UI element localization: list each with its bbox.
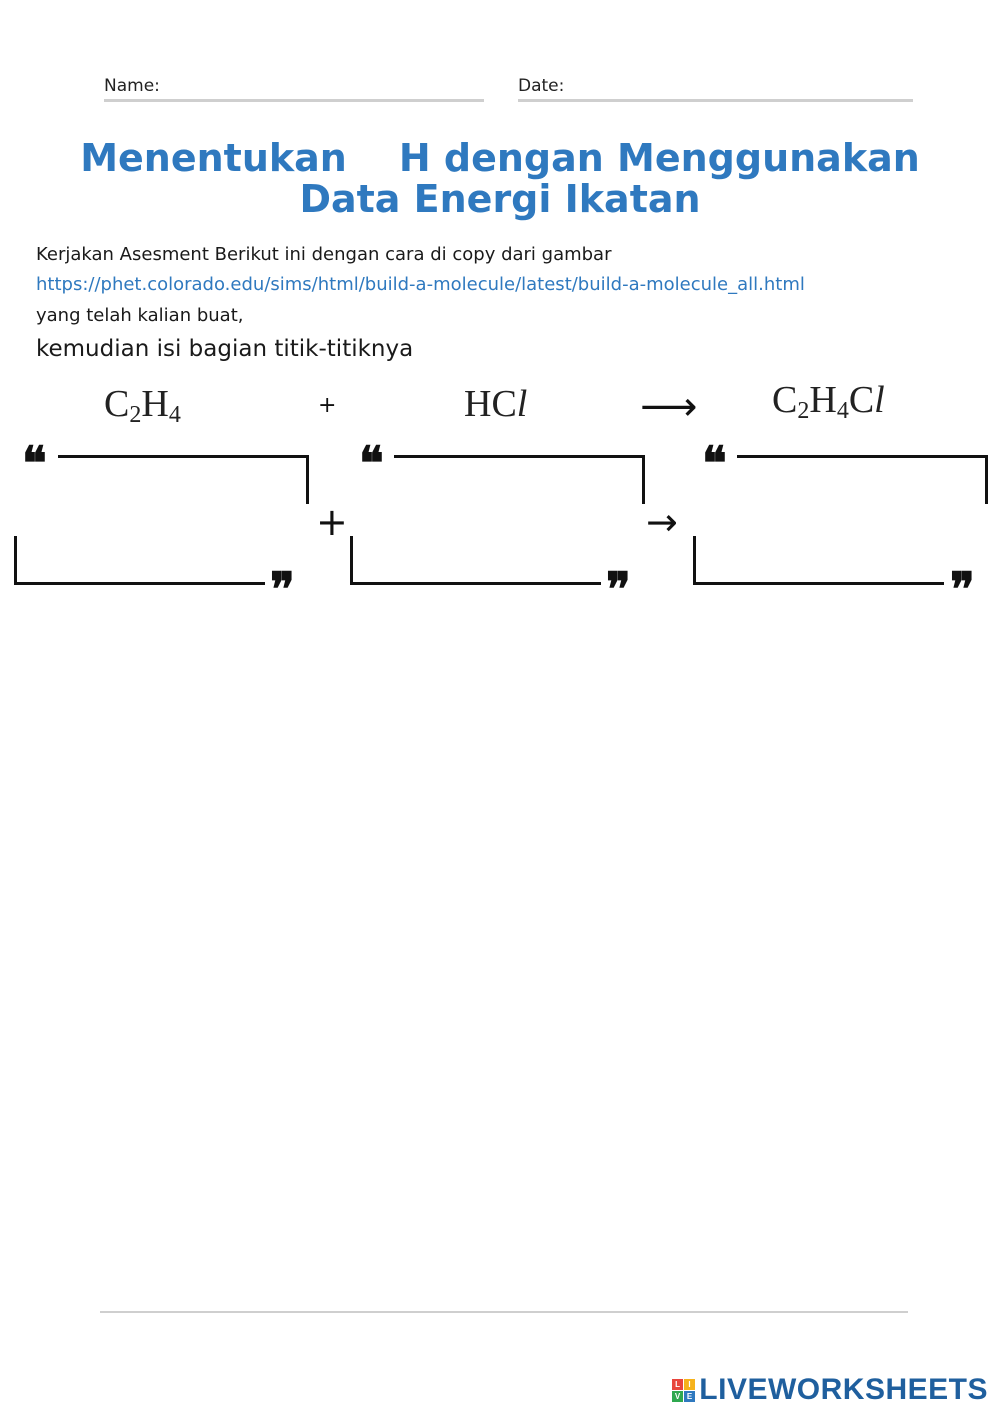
frames-arrow: → [646,500,678,544]
equation-arrow: ⟶ [640,384,698,430]
frame-3-top [737,455,988,504]
name-line[interactable] [104,99,484,102]
page-title [0,138,1000,220]
title-part2: H dengan Menggunakan [398,136,920,180]
open-quote-3: ❝ [702,436,727,490]
brand-name: LIVEWORKSHEETS [699,1373,988,1406]
liveworksheets-logo-icon [672,1379,695,1402]
frame-1-top [58,455,309,504]
footer-divider [100,1311,908,1313]
logo-letter-e: E [684,1391,695,1402]
date-line[interactable] [518,99,913,102]
product-c2h4cl: $C_2H_4Cl$ [772,379,885,424]
instruction-line3: yang telah kalian buat, [36,305,244,326]
instruction-line1: Kerjakan Asesment Berikut ini dengan cara di copy dari gambar [36,244,612,265]
logo-letter-v: V [672,1391,683,1402]
liveworksheets-logo [672,1373,988,1407]
reactant-c2h4: $C_2H_4$ [104,383,181,428]
answer-input-2[interactable] [366,505,648,535]
answer-input-1[interactable] [30,505,312,535]
instruction-line4: kemudian isi bagian titik-titiknya [36,336,414,362]
name-label: Name: [104,76,160,96]
close-quote-2: ❞ [606,562,631,616]
frame-2-bottom [350,536,601,585]
frame-3-bottom [693,536,944,585]
frame-1-bottom [14,536,265,585]
close-quote-1: ❞ [270,562,295,616]
frame-2-top [394,455,645,504]
reactant-hcl: HCl [464,383,528,425]
close-quote-3: ❞ [950,562,975,616]
equation-plus: + [318,393,337,418]
instruction-link[interactable]: https://phet.colorado.edu/sims/html/build-a-molecule/latest/build-a-molecule_all.html [36,274,805,295]
logo-letter-i: I [684,1379,695,1390]
date-label: Date: [518,76,565,96]
frames-plus: + [316,500,348,544]
logo-letter-l: L [672,1379,683,1390]
answer-input-3[interactable] [709,505,991,535]
title-part1: Menentukan [80,136,347,180]
open-quote-1: ❝ [22,436,47,490]
title-line2: Data Energi Ikatan [299,177,701,221]
open-quote-2: ❝ [359,436,384,490]
